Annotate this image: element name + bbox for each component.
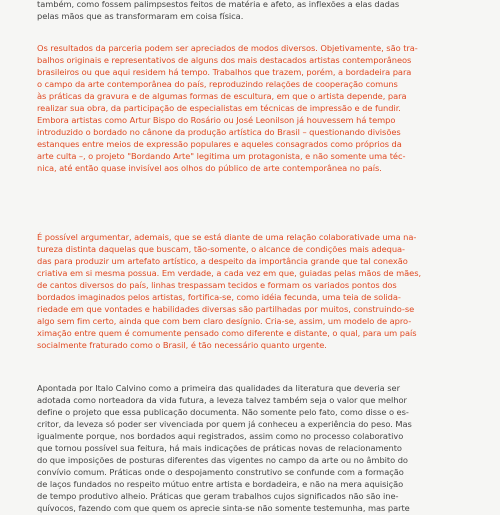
text-line-highlight: socialmente fraturado como o Brasil, é tão necessário quanto urgente.	[37, 340, 327, 351]
text-line-highlight: ximação entre quem é comumente pensado como diferente e distante, o qual, para um país	[37, 328, 417, 339]
text-line-highlight: às práticas da gravura e de algumas formas de escultura, em que o artista depende, para	[37, 91, 407, 102]
text-line-highlight: balhos originais e representativos de alguns dos mais destacados artistas contemporâneos	[37, 55, 412, 66]
text-line: pelas mãos que as transformaram em coisa física.	[37, 11, 244, 22]
text-line-highlight: arte culta –, o projeto "Bordando Arte" legitima um protagonista, e não somente uma téc-	[37, 151, 406, 162]
text-line: Apontada por Italo Calvino como a primeira das qualidades da literatura que deveria ser	[37, 383, 400, 393]
text-line-highlight: riedade em que vontades e habilidades diversas são partilhadas por muitos, construindo-se	[37, 304, 415, 315]
document-page	[37, 0, 470, 514]
text-line: do que imposições de posturas diferentes das vigentes no campo da arte ou no âmbito do	[37, 455, 408, 466]
paragraph-2	[37, 42, 470, 175]
text-line-highlight: É possível argumentar, ademais, que se está diante de uma relação colaborativade uma na-	[37, 232, 417, 242]
text-line-highlight: o campo da arte contemporânea do país, reproduzindo relações de cooperação comuns	[37, 79, 398, 90]
text-line: igualmente porque, nos bordados aqui registrados, assim como no processo colaborativo	[37, 431, 404, 442]
text-line: de tempo produtivo alheio. Práticas que geram trabalhos cujos significados não são ine-	[37, 491, 399, 502]
text-line-highlight: das para produzir um artefato artístico, a despeito da importância grande que tal conexão	[37, 256, 408, 267]
text-line: adotada como norteadora da vida futura, a leveza talvez também seja o valor que melhor	[37, 395, 407, 406]
text-line-highlight: brasileiros ou que aqui residem há tempo. Trabalhos que trazem, porém, a bordadeira para	[37, 67, 412, 78]
text-line-highlight: bordados imaginados pelos artistas, fortifica-se, como idéia fecunda, uma teia de solida-	[37, 292, 401, 303]
text-line-highlight: algo sem fim certo, ainda que com bem claro desígnio. Cria-se, assim, um modelo de apro-	[37, 316, 412, 327]
text-line-highlight: de cantos diversos do país, linhas trespassam tecidos e formam os variados pontos dos	[37, 280, 397, 291]
text-line: define o projeto que essa publicação documenta. Não somente pelo fato, como disse o es-	[37, 407, 409, 418]
paragraph-1	[37, 0, 470, 22]
text-line: convívio comum. Práticas onde o despojamento construtivo se confunde com a formação	[37, 467, 404, 478]
text-line-highlight: estanques entre meios de expressão populares e aqueles consagrados como próprios da	[37, 139, 402, 150]
text-line-highlight: Embora artistas como Artur Bispo do Rosário ou José Leonilson já houvessem há tempo	[37, 115, 396, 126]
paragraph-3	[37, 231, 470, 351]
text-line-highlight: tureza distinta daquelas que buscam, tão-somente, o alcance de condições mais adequa-	[37, 244, 405, 255]
text-line-highlight: criativa em si mesma possua. Em verdade, a cada vez em que, guiadas pelas mãos de mães,	[37, 268, 422, 279]
text-line: quívocos, fazendo com que quem os aprecie sinta-se não somente testemunha, mas parte	[37, 503, 410, 514]
text-line: de laços fundados no respeito mútuo entre artista e bordadeira, e não na mera aquisição	[37, 479, 404, 490]
paragraph-4	[37, 382, 470, 515]
text-line: que tornou possível sua feitura, há mais indicações de práticas novas de relacionamento	[37, 443, 402, 454]
text-line-highlight: nica, até então quase invisível aos olhos do público de arte contemporânea no país.	[37, 163, 382, 174]
text-line-highlight: introduzido o bordado no cânone da produção artística do Brasil – questionando divisões	[37, 127, 401, 138]
text-line: também, como fossem palimpsestos feitos de matéria e afeto, as inflexões a elas dadas	[37, 0, 400, 9]
text-line-highlight: realizar sua obra, da participação de especialistas em técnicas de impressão e de fundir.	[37, 103, 401, 114]
text-line-highlight: Os resultados da parceria podem ser apreciados de modos diversos. Objetivamente, são tra-	[37, 43, 418, 53]
text-line: critor, da leveza só poder ser vivenciada por quem já conheceu a experiência do peso. Mas	[37, 419, 412, 430]
